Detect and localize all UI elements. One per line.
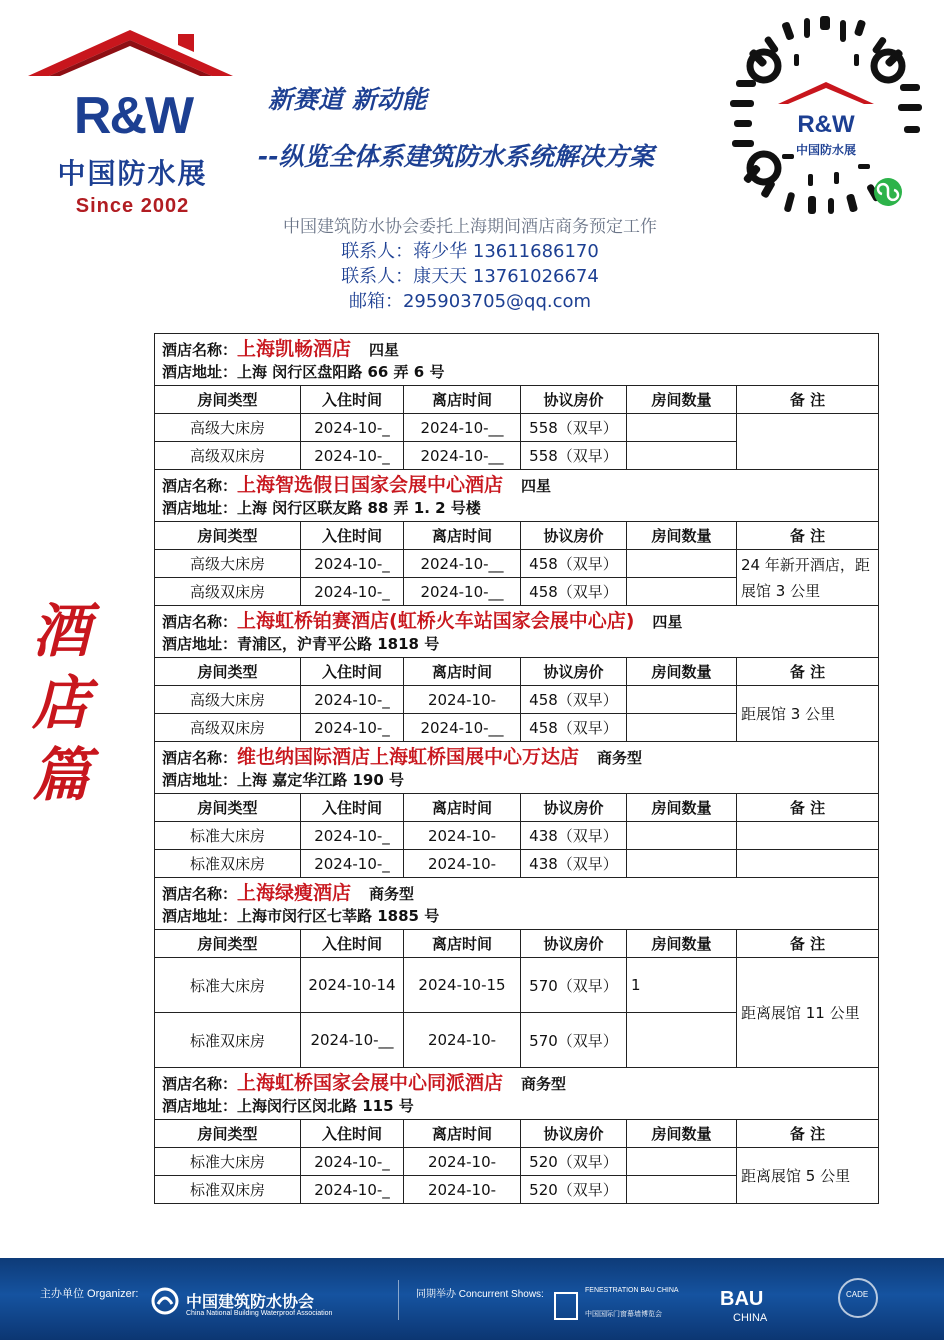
col-header: 入住时间 [301,794,404,822]
checkin: 2024-10-__ [301,1013,404,1068]
room-qty [627,850,737,878]
hotel-address-label: 酒店地址： [162,1097,238,1115]
col-header: 离店时间 [404,930,521,958]
show3-name: CADE [846,1290,869,1299]
hotel-grade: 商务型 [521,1075,567,1093]
room-type: 高级大床房 [155,686,301,714]
checkout: 2024-10- [404,1013,521,1068]
checkout: 2024-10-__ [404,414,521,442]
table-header-row [155,522,879,550]
col-header: 房间数量 [627,386,737,414]
slogan-line-1: 新赛道 新动能 [268,85,427,114]
hotel-grade: 四星 [652,613,683,631]
hotel-info-row [155,742,879,794]
hotel-info-row [155,470,879,522]
room-qty [627,550,737,578]
room-type: 标准双床房 [155,1013,301,1068]
col-header: 协议房价 [521,386,627,414]
logo-since: Since 2002 [75,195,190,217]
col-header: 房间类型 [155,386,301,414]
col-header: 备 注 [737,794,879,822]
note: 距离展馆 11 公里 [737,958,879,1068]
hotel-address: 上海闵行区闵北路 115 号 [237,1097,414,1115]
checkout: 2024-10- [404,1148,521,1176]
checkout: 2024-10-__ [404,578,521,606]
col-header: 入住时间 [301,386,404,414]
col-header: 入住时间 [301,1120,404,1148]
hotel-grade: 商务型 [369,885,415,903]
hotel-info-row [155,334,879,386]
side-title [32,595,102,811]
note: 距离展馆 5 公里 [737,1148,879,1204]
checkout: 2024-10-__ [404,714,521,742]
table-row [155,550,879,578]
hotel-name: 上海虹桥铂赛酒店(虹桥火车站国家会展中心店) [237,610,635,632]
col-header: 房间类型 [155,658,301,686]
room-type: 高级大床房 [155,550,301,578]
fenestration-logo-icon [554,1292,578,1320]
hotel-grade: 四星 [521,477,552,495]
col-header: 入住时间 [301,930,404,958]
checkin: 2024-10-_ [301,850,404,878]
room-type: 标准双床房 [155,850,301,878]
table-row [155,850,879,878]
hotel-info [155,742,879,794]
hotel-name: 上海虹桥国家会展中心同派酒店 [237,1072,504,1094]
room-qty [627,714,737,742]
hotel-name-label: 酒店名称： [162,749,238,767]
price: 520（双早） [521,1176,627,1204]
side-title-char: 酒 [32,597,91,665]
col-header: 房间数量 [627,522,737,550]
price: 438（双早） [521,822,627,850]
organizer-name-en: China National Building Waterproof Association [186,1310,333,1317]
hotel-address: 上海市闵行区七莘路 1885 号 [237,907,440,925]
col-header: 房间数量 [627,930,737,958]
room-type: 高级双床房 [155,578,301,606]
col-header: 离店时间 [404,794,521,822]
hotel-address: 上海 闵行区盘阳路 66 弄 6 号 [237,363,445,381]
col-header: 备 注 [737,1120,879,1148]
show2-name: BAU [720,1288,764,1310]
table-header-row [155,658,879,686]
checkin: 2024-10-_ [301,442,404,470]
hotel-address-label: 酒店地址： [162,635,238,653]
checkin: 2024-10-_ [301,578,404,606]
hotel-info [155,1068,879,1120]
col-header: 协议房价 [521,522,627,550]
concurrent-label: 同期举办 Concurrent Shows: [416,1289,544,1300]
hotel-name: 上海智选假日国家会展中心酒店 [237,474,504,496]
hotel-info [155,606,879,658]
hotel-address: 上海 嘉定华江路 190 号 [237,771,404,789]
checkin: 2024-10-_ [301,714,404,742]
hotel-name-label: 酒店名称： [162,1075,238,1093]
col-header: 房间数量 [627,658,737,686]
hotel-name-label: 酒店名称： [162,477,238,495]
col-header: 协议房价 [521,930,627,958]
contact-person-2: 联系人：康天天 13761026674 [341,266,599,287]
col-header: 协议房价 [521,794,627,822]
hotel-address-label: 酒店地址： [162,907,238,925]
hotel-name: 维也纳国际酒店上海虹桥国展中心万达店 [237,746,580,768]
checkout: 2024-10-__ [404,442,521,470]
checkin: 2024-10-_ [301,550,404,578]
hotel-grade: 商务型 [597,749,643,767]
qr-name: 中国防水展 [795,143,857,157]
table-header-row [155,1120,879,1148]
side-title-char: 篇 [32,741,91,809]
contact-intro: 中国建筑防水协会委托上海期间酒店商务预定工作 [283,217,657,237]
contact-email: 邮箱：295903705@qq.com [348,291,592,312]
footer-banner [0,1258,944,1340]
hotel-info [155,470,879,522]
table-header-row [155,386,879,414]
room-type: 高级大床房 [155,414,301,442]
room-qty [627,578,737,606]
room-type: 高级双床房 [155,442,301,470]
hotel-info-row [155,1068,879,1120]
col-header: 备 注 [737,658,879,686]
table-row [155,822,879,850]
slogan-line-2: --纵览全体系建筑防水系统解决方案 [258,142,654,171]
room-qty: 1 [627,958,737,1013]
checkout: 2024-10- [404,686,521,714]
col-header: 房间类型 [155,930,301,958]
note: 24 年新开酒店，距展馆 3 公里 [737,550,879,606]
logo-roof-icon [28,30,233,90]
col-header: 房间数量 [627,794,737,822]
note [737,822,879,850]
organizer-logo-icon [150,1286,180,1316]
note [737,414,879,470]
show2-sub: CHINA [733,1312,768,1324]
price: 438（双早） [521,850,627,878]
room-qty [627,1148,737,1176]
hotel-name-label: 酒店名称： [162,341,238,359]
table-row [155,958,879,1013]
qr-brand: R&W [797,111,855,138]
room-qty [627,442,737,470]
col-header: 离店时间 [404,1120,521,1148]
checkout: 2024-10- [404,822,521,850]
logo-name: 中国防水展 [57,157,208,190]
hotel-grade: 四星 [369,341,400,359]
room-qty [627,1176,737,1204]
col-header: 房间类型 [155,522,301,550]
hotel-table [154,333,879,1204]
table-header-row [155,930,879,958]
checkin: 2024-10-_ [301,822,404,850]
col-header: 房间数量 [627,1120,737,1148]
room-qty [627,686,737,714]
col-header: 协议房价 [521,1120,627,1148]
footer-divider [398,1280,399,1320]
table-row [155,686,879,714]
col-header: 备 注 [737,930,879,958]
hotel-address: 青浦区，沪青平公路 1818 号 [237,635,440,653]
checkout: 2024-10-__ [404,550,521,578]
checkin: 2024-10-14 [301,958,404,1013]
col-header: 房间类型 [155,794,301,822]
price: 558（双早） [521,442,627,470]
checkout: 2024-10- [404,850,521,878]
col-header: 房间类型 [155,1120,301,1148]
col-header: 入住时间 [301,658,404,686]
col-header: 入住时间 [301,522,404,550]
hotel-name: 上海绿瘦酒店 [237,882,352,904]
hotel-info-row [155,878,879,930]
col-header: 离店时间 [404,522,521,550]
hotel-name-label: 酒店名称： [162,885,238,903]
note-empty [737,850,879,878]
checkin: 2024-10-_ [301,414,404,442]
organizer-label: 主办单位 Organizer: [40,1288,139,1300]
table-row [155,414,879,442]
logo-brand: R&W [73,87,193,145]
side-title-char: 店 [32,669,91,737]
show1-name: FENESTRATION BAU CHINA [585,1287,679,1294]
room-qty [627,414,737,442]
hotel-name-label: 酒店名称： [162,613,238,631]
note: 距展馆 3 公里 [737,686,879,742]
hotel-info [155,878,879,930]
hotel-address-label: 酒店地址： [162,499,238,517]
price: 458（双早） [521,550,627,578]
room-type: 标准大床房 [155,958,301,1013]
table-row [155,1148,879,1176]
organizer-name: 中国建筑防水协会 [186,1292,315,1311]
hotel-info [155,334,879,386]
room-type: 标准大床房 [155,822,301,850]
hotel-info-row [155,606,879,658]
checkin: 2024-10-_ [301,1176,404,1204]
contact-person-1: 联系人：蒋少华 13611686170 [341,241,599,262]
price: 520（双早） [521,1148,627,1176]
table-header-row [155,794,879,822]
room-type: 标准大床房 [155,1148,301,1176]
col-header: 离店时间 [404,386,521,414]
col-header: 离店时间 [404,658,521,686]
col-header: 协议房价 [521,658,627,686]
room-type: 标准双床房 [155,1176,301,1204]
price: 458（双早） [521,686,627,714]
price: 458（双早） [521,578,627,606]
qr-code-icon [724,14,928,218]
checkout: 2024-10- [404,1176,521,1204]
room-qty [627,1013,737,1068]
hotel-address-label: 酒店地址： [162,363,238,381]
col-header: 备 注 [737,522,879,550]
hotel-name: 上海凯畅酒店 [237,338,352,360]
hotel-address: 上海 闵行区联友路 88 弄 1. 2 号楼 [237,499,481,517]
checkin: 2024-10-_ [301,1148,404,1176]
price: 558（双早） [521,414,627,442]
price: 570（双早） [521,958,627,1013]
checkout: 2024-10-15 [404,958,521,1013]
hotel-address-label: 酒店地址： [162,771,238,789]
show1-name-cn: 中国国际门窗幕墙博览会 [585,1310,662,1318]
price: 570（双早） [521,1013,627,1068]
checkin: 2024-10-_ [301,686,404,714]
room-qty [627,822,737,850]
price: 458（双早） [521,714,627,742]
col-header: 备 注 [737,386,879,414]
room-type: 高级双床房 [155,714,301,742]
